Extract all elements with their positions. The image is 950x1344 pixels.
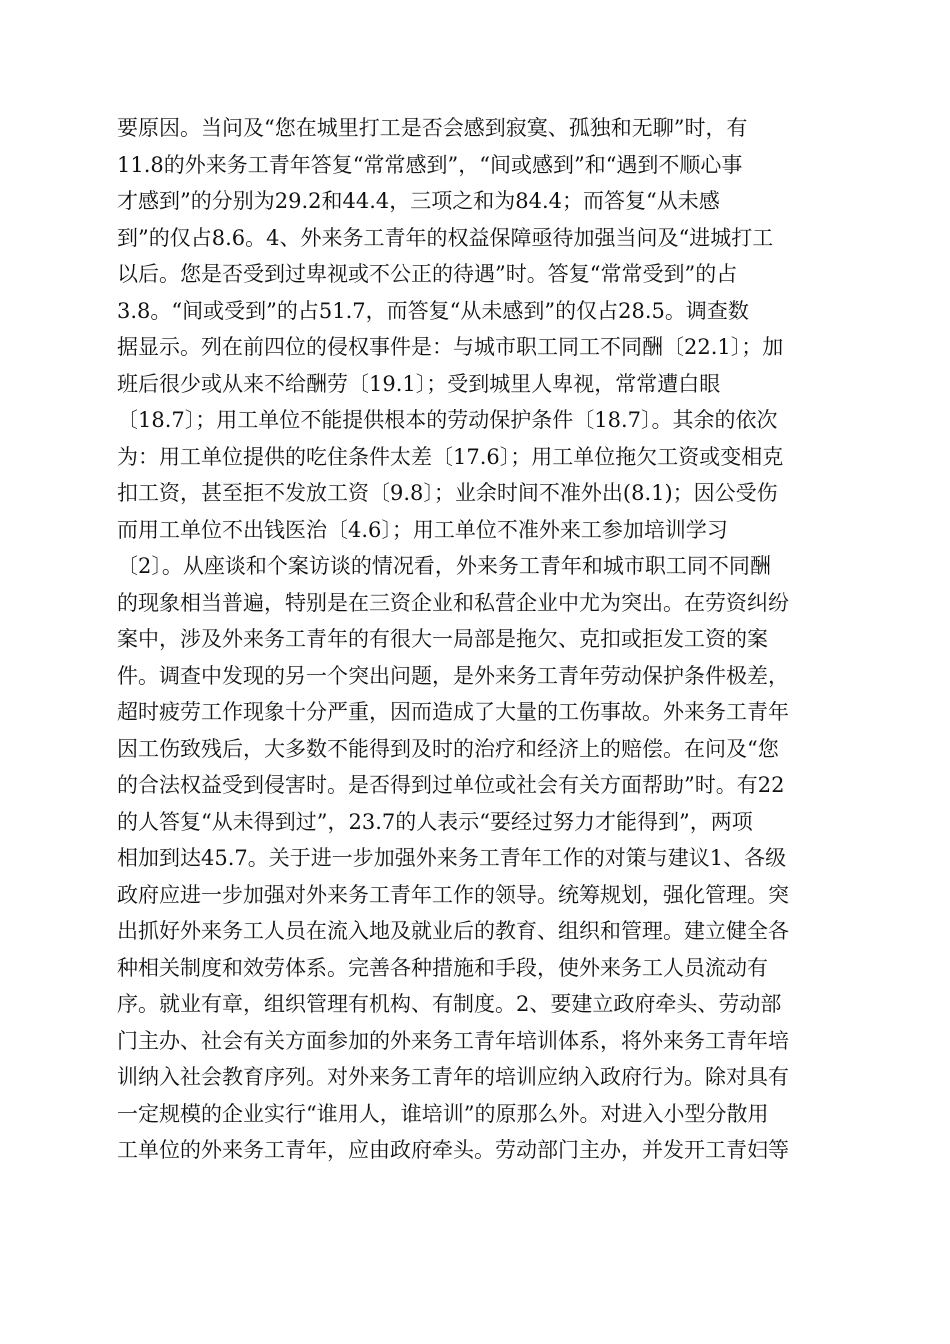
text-line: 才感到”的分别为29.2和44.4，三项之和为84.4；而答复“从未感	[117, 189, 720, 213]
text-line: 种相关制度和效劳体系。完善各种措施和手段，使外来务工人员流动有	[117, 955, 768, 980]
text-line: 的合法权益受到侵害时。是否得到过单位或社会有关方面帮助”时。有22	[117, 773, 785, 797]
text-line: 超时疲劳工作现象十分严重，因而造成了大量的工伤事故。外来务工青年	[117, 700, 789, 724]
text-line: 出抓好外来务工人员在流入地及就业后的教育、组织和管理。建立健全各	[117, 919, 789, 943]
text-line: 件。调查中发现的另一个突出问题，是外来务工青年劳动保护条件极差，	[117, 663, 789, 688]
text-line: 案中，涉及外来务工青年的有很大一局部是拖欠、克扣或拒发工资的案	[117, 627, 768, 651]
text-line: 的人答复“从未得到过”，23.7的人表示“要经过努力才能得到”，两项	[117, 809, 753, 834]
text-line: 到”的仅占8.6。4、外来务工青年的权益保障亟待加强当问及“进城打工	[117, 225, 774, 250]
text-line: 以后。您是否受到过卑视或不公正的待遇”时。答复“常常受到”的占	[117, 262, 738, 286]
text-line: 相加到达45.7。关于进一步加强外来务工青年工作的对策与建议1、各级	[117, 846, 787, 870]
text-line: 〔18.7〕；用工单位不能提供根本的劳动保护条件〔18.7〕。其余的依次	[117, 408, 778, 432]
text-line: 门主办、社会有关方面参加的外来务工青年培训体系，将外来务工青年培	[117, 1028, 789, 1053]
text-line: 的现象相当普遍，特别是在三资企业和私营企业中尤为突出。在劳资纠纷	[117, 590, 789, 615]
text-line: 为：用工单位提供的吃住条件太差〔17.6〕；用工单位拖欠工资或变相克	[117, 444, 784, 469]
text-line: 扣工资，甚至拒不发放工资〔9.8〕；业余时间不准外出(8.1)；因公受伤	[117, 481, 778, 505]
text-line: 训纳入社会教育序列。对外来务工青年的培训应纳入政府行为。除对具有	[117, 1065, 789, 1089]
text-line: 而用工单位不出钱医治〔4.6〕；用工单位不准外来工参加培训学习	[117, 517, 728, 542]
text-line: 工单位的外来务工青年，应由政府牵头。劳动部门主办，并发开工青妇等	[117, 1138, 789, 1162]
text-line: 一定规模的企业实行“谁用人，谁培训”的原那么外。对进入小型分散用	[117, 1101, 769, 1126]
body-text	[117, 110, 837, 1169]
text-line: 政府应进一步加强对外来务工青年工作的领导。统筹规划，强化管理。突	[117, 882, 789, 907]
text-line: 〔2〕。从座谈和个案访谈的情况看，外来务工青年和城市职工同不同酬	[117, 554, 771, 578]
text-line: 要原因。当问及“您在城里打工是否会感到寂寞、孤独和无聊”时，有	[117, 116, 748, 140]
text-line: 序。就业有章，组织管理有机构、有制度。2、要建立政府牵头、劳动部	[117, 992, 782, 1016]
text-line: 因工伤致残后，大多数不能得到及时的治疗和经济上的赔偿。在问及“您	[117, 736, 779, 761]
text-line: 据显示。列在前四位的侵权事件是：与城市职工同工不同酬〔22.1〕；加	[117, 335, 784, 359]
text-line: 3.8。“间或受到”的占51.7，而答复“从未感到”的仅占28.5。调查数	[117, 298, 749, 323]
text-line: 11.8的外来务工青年答复“常常感到”，“间或感到”和“遇到不顺心事	[117, 152, 743, 177]
text-line: 班后很少或从来不给酬劳〔19.1〕；受到城里人卑视，常常遭白眼	[117, 371, 721, 396]
